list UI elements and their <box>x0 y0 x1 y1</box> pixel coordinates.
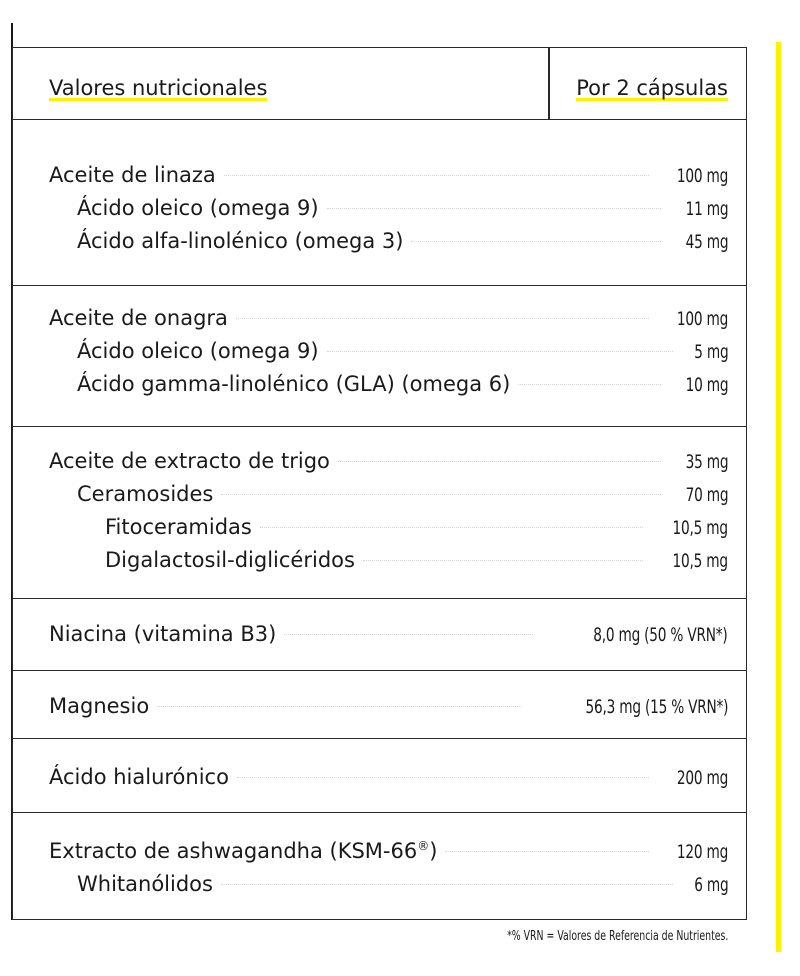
dot-leader <box>157 706 522 707</box>
yellow-accent-bar <box>776 42 781 952</box>
nutrient-row <box>13 370 728 398</box>
dot-leader <box>260 527 643 528</box>
nutrient-value: 56,3 mg (15 % VRN*) <box>585 696 728 718</box>
nutrient-name-text: Extracto de ashwagandha (KSM-66 <box>49 839 418 863</box>
nutrient-name: Ácido hialurónico <box>49 765 229 789</box>
nutrient-name: Ceramosides <box>77 482 214 506</box>
nutrient-name: Aceite de linaza <box>49 163 216 187</box>
nutrient-value: 8,0 mg (50 % VRN*) <box>593 624 728 646</box>
dot-leader <box>237 777 649 778</box>
dot-leader <box>338 461 661 462</box>
nutrient-row <box>13 763 728 791</box>
nutrient-row <box>13 480 728 508</box>
nutrient-row <box>13 513 728 541</box>
nutrient-row <box>13 194 728 222</box>
nutrient-value: 5 mg <box>693 341 728 363</box>
vrn-footnote: *% VRN = Valores de Referencia de Nutrientes. <box>506 929 728 944</box>
nutrient-row <box>13 692 728 720</box>
nutrient-value: 200 mg <box>676 767 728 789</box>
section-niacina <box>13 599 746 671</box>
dot-leader <box>236 318 649 319</box>
nutrient-name-suffix: ) <box>429 839 438 863</box>
section-ashwagandha <box>13 813 746 919</box>
nutrient-name: Magnesio <box>49 694 150 718</box>
dot-leader <box>284 634 533 635</box>
nutrient-name: Ácido oleico (omega 9) <box>77 196 319 220</box>
nutrient-name: Aceite de onagra <box>49 306 228 330</box>
header-divider <box>548 48 550 119</box>
nutrient-value: 120 mg <box>676 841 728 863</box>
nutrient-row <box>13 620 728 648</box>
nutrient-name: Digalactosil-diglicéridos <box>105 548 355 572</box>
dot-leader <box>327 351 673 352</box>
header-serving-column: Por 2 cápsulas <box>576 74 728 104</box>
nutrient-value: 45 mg <box>685 231 728 253</box>
nutrient-name: Aceite de extracto de trigo <box>49 449 330 473</box>
nutrient-value: 6 mg <box>693 874 728 896</box>
nutrient-value: 35 mg <box>685 451 728 473</box>
nutrient-name: Ácido oleico (omega 9) <box>77 339 319 363</box>
nutrient-row <box>13 546 728 574</box>
section-onagra <box>13 286 746 427</box>
section-linaza <box>13 120 746 286</box>
table-header <box>13 48 746 120</box>
dot-leader <box>518 384 660 385</box>
nutrient-value: 10,5 mg <box>672 517 728 539</box>
nutrient-name: Fitoceramidas <box>105 515 252 539</box>
nutrient-name: Whitanólidos <box>77 872 213 896</box>
nutrient-name: Ácido alfa-linolénico (omega 3) <box>77 229 404 253</box>
nutrient-value: 10,5 mg <box>672 550 728 572</box>
section-magnesio <box>13 671 746 739</box>
nutrition-table <box>12 47 747 920</box>
nutrient-row <box>13 837 728 865</box>
nutrient-row <box>13 304 728 332</box>
registered-trademark: ® <box>417 839 430 853</box>
nutrient-value: 100 mg <box>676 165 728 187</box>
dot-leader <box>411 241 660 242</box>
nutrient-value: 10 mg <box>685 374 728 396</box>
nutrient-value: 70 mg <box>685 484 728 506</box>
dot-leader <box>221 494 660 495</box>
dot-leader <box>327 208 661 209</box>
nutrient-value: 100 mg <box>676 308 728 330</box>
dot-leader <box>224 175 649 176</box>
dot-leader <box>445 851 648 852</box>
section-trigo <box>13 427 746 599</box>
nutrient-value: 11 mg <box>685 198 728 220</box>
dot-leader <box>221 884 673 885</box>
header-label: Valores nutricionales <box>49 74 267 104</box>
nutrient-row <box>13 161 728 189</box>
section-hialuronico <box>13 739 746 813</box>
nutrient-row <box>13 447 728 475</box>
nutrient-name: Niacina (vitamina B3) <box>49 622 277 646</box>
nutrient-row <box>13 337 728 365</box>
nutrient-name <box>13 837 437 865</box>
nutrient-row <box>13 227 728 255</box>
nutrient-row <box>13 870 728 898</box>
nutrient-name: Ácido gamma-linolénico (GLA) (omega 6) <box>77 372 511 396</box>
dot-leader <box>363 560 643 561</box>
